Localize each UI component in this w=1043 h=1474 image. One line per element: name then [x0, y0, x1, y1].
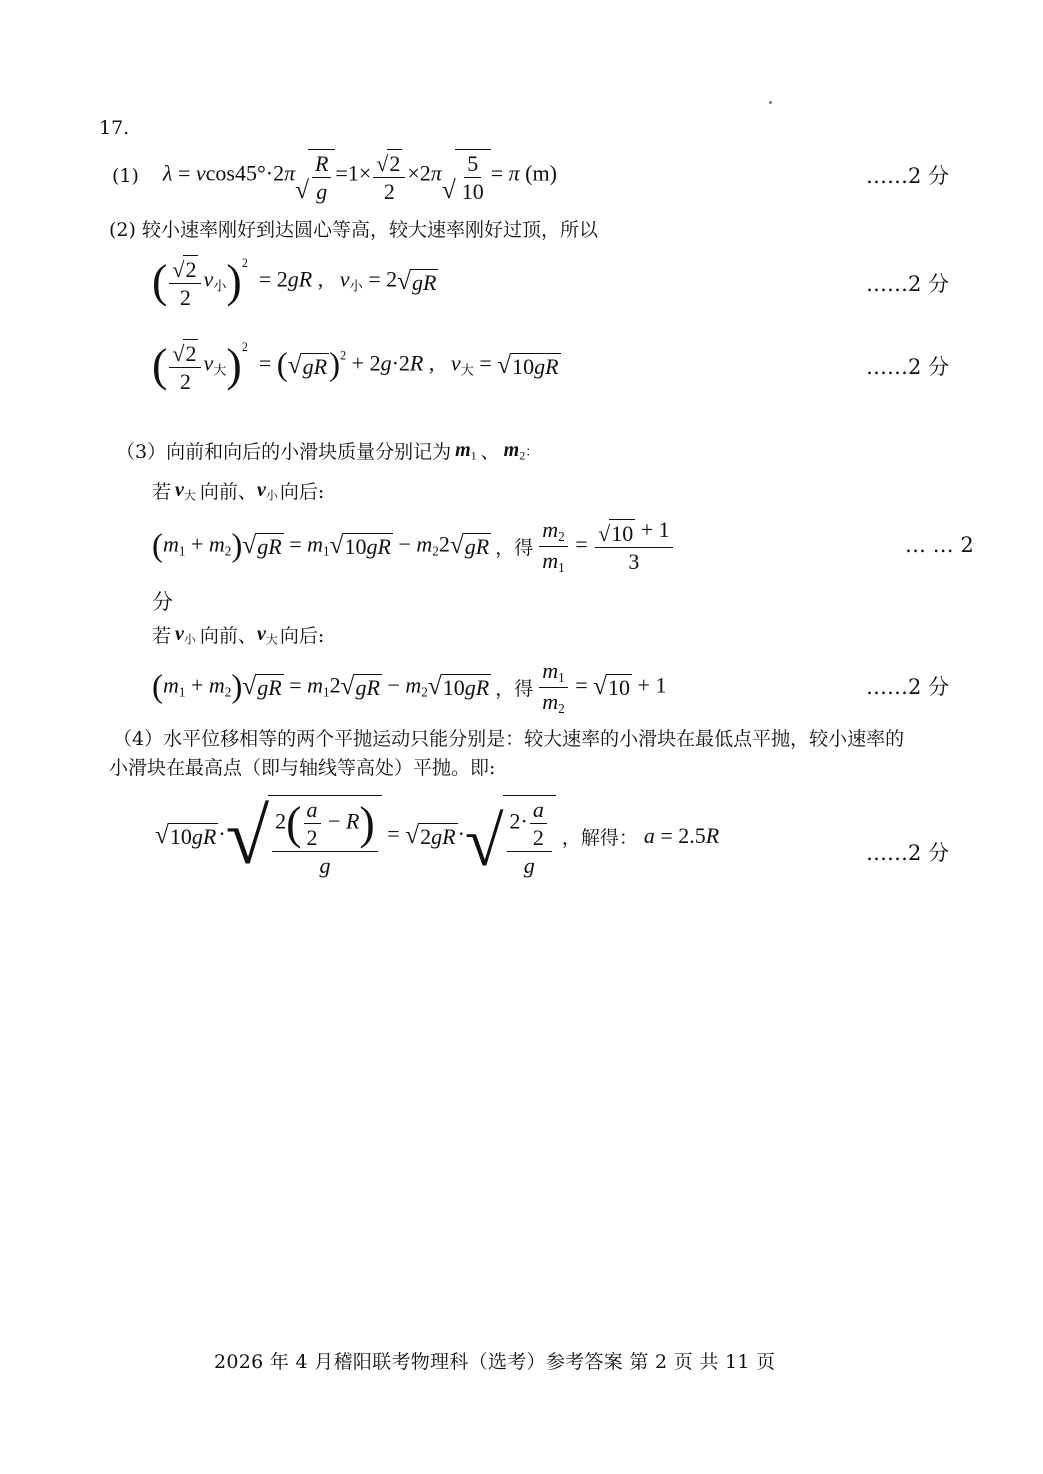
part3-colon: ：: [525, 445, 539, 460]
part2-equation-b: ( √ 2 2 $v_大)^2$ = ( √ gR )$^2$ + 2g·2R , $v_大$ = √ 10 gR: [152, 339, 559, 395]
part4-line2: 小滑块在最高点（即与轴线等高处）平抛。即:: [109, 757, 496, 779]
part1-score: ……2 分: [866, 164, 950, 188]
part3-intro: （3）向前和向后的小滑块质量分别记为: [116, 441, 452, 463]
part4-line1: （4）水平位移相等的两个平抛运动只能分别是：较大速率的小滑块在最低点平抛，较小速率的: [113, 728, 905, 750]
part3-equation-a: $(m_1 + m_2)$ √ gR = $m_1$ √ 10 gR − $m_22$ √ gR ，得 $\frac{m_2}{m_1}$ = √ 10 + 1 3: [152, 513, 675, 579]
part1-formula: λ = vcos45°·2π √ $\frac{R}{g}$ =1× √ 2 2 ×2π √ $\frac{5}{10}$ = π (m): [163, 148, 557, 203]
part3-equation-b: $(m_1 + m_2)$ √ gR = $m_12$ √ gR − $m_2$ √ 10 gR ，得 $\frac{m_1}{m_2}$ = √ 10 + 1: [152, 657, 667, 716]
part4-solve: ，解得：: [561, 826, 638, 849]
part4-score: ……2 分: [866, 841, 950, 865]
part4-equation: √ 10 gR · √ 2( $\frac{a}{2}$ − R) g = √ 2 gR · √ 2· $\frac{a}{2}$ g ，解得： a = 2.5R: [155, 792, 720, 881]
page-footer: 2026 年 4 月稽阳联考物理科（选考）参考答案 第 2 页 共 11 页: [214, 1351, 776, 1373]
case1-mid: 向前、: [199, 481, 257, 503]
part2-score-b: ……2 分: [866, 355, 950, 379]
part2-score-a: ……2 分: [866, 272, 950, 296]
part1-label: (1): [112, 165, 139, 187]
part3-intro-line: （3）向前和向后的小滑块质量分别记为 $m_1$ 、 $m_2$ ：: [116, 438, 539, 463]
part3-score-b: ……2 分: [866, 675, 950, 699]
sub-small-b: 小: [349, 279, 363, 294]
case2-mid: 向前、: [199, 625, 257, 647]
part3-de-b: ，得: [495, 677, 534, 700]
part3-case2-label: 若 $v_小$ 向前、 $v_大$ 向后:: [152, 622, 325, 647]
part3-score-a-unit: 分: [152, 590, 173, 614]
sub-small-a: 小: [213, 279, 227, 294]
case1-suffix: 向后:: [279, 481, 325, 503]
part2-intro: (2) 较小速率刚好到达圆心等高，较大速率刚好过顶，所以: [109, 219, 598, 241]
part3-sep: 、: [480, 441, 500, 463]
part3-score-a: … … 2: [905, 533, 974, 557]
stray-dot: [769, 101, 772, 104]
case2-prefix: 若: [152, 625, 172, 647]
sub-big-a: 大: [213, 363, 227, 378]
question-number: 17.: [99, 117, 130, 139]
part3-de-a: ，得: [495, 536, 534, 559]
part1-equation: [112, 143, 557, 209]
sub-big-b: 大: [460, 363, 474, 378]
case1-prefix: 若: [152, 481, 172, 503]
part3-case1-label: 若 $v_大$ 向前、 $v_小$ 向后:: [152, 478, 325, 503]
part2-equation-a: ( √ 2 2 $v_小)^2 = 2gR$ , $v_小 = 2$ √ gR: [152, 255, 437, 311]
case2-suffix: 向后:: [279, 625, 325, 647]
